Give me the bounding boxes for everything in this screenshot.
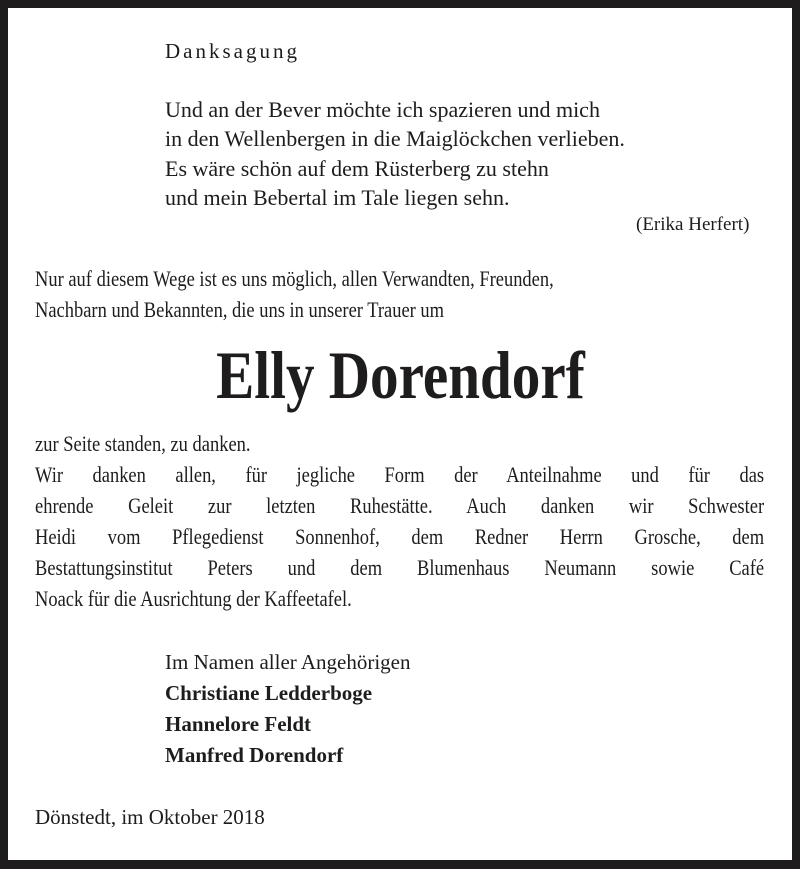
obituary-card [8, 8, 792, 860]
deceased-name: Elly Dorendorf [215, 337, 585, 413]
poem-line: und mein Bebertal im Tale liegen sehn. [165, 185, 510, 210]
heading: Danksagung [165, 39, 300, 63]
body-line: Wir danken allen, für jegliche Form der Anteilnahme und für das [35, 462, 765, 487]
poem-attribution: (Erika Herfert) [636, 214, 750, 235]
signature-name: Christiane Ledderboge [165, 681, 373, 705]
intro-line: Nachbarn und Bekannten, die uns in unserer Trauer um [35, 297, 445, 322]
poem-line: in den Wellenbergen in die Maiglöckchen verlieben. [165, 126, 625, 151]
body-line: zur Seite standen, zu danken. [35, 431, 251, 456]
body-line: ehrende Geleit zur letzten Ruhestätte. Auch danken wir Schwester [35, 493, 765, 518]
signature-name: Manfred Dorendorf [165, 743, 344, 767]
body-line: Heidi vom Pflegedienst Sonnenhof, dem Redner Herrn Grosche, dem [35, 524, 765, 549]
body-line: Bestattungsinstitut Peters und dem Blumenhaus Neumann sowie Café [35, 555, 765, 580]
poem-line: Es wäre schön auf dem Rüsterberg zu stehn [165, 156, 549, 181]
poem-line: Und an der Bever möchte ich spazieren und mich [165, 97, 600, 122]
body-line: Noack für die Ausrichtung der Kaffeetafel. [35, 586, 352, 611]
signature-intro: Im Namen aller Angehörigen [165, 650, 411, 674]
intro-line: Nur auf diesem Wege ist es uns möglich, allen Verwandten, Freunden, [35, 266, 554, 291]
place-date: Dönstedt, im Oktober 2018 [35, 805, 265, 829]
signature-name: Hannelore Feldt [165, 712, 312, 736]
